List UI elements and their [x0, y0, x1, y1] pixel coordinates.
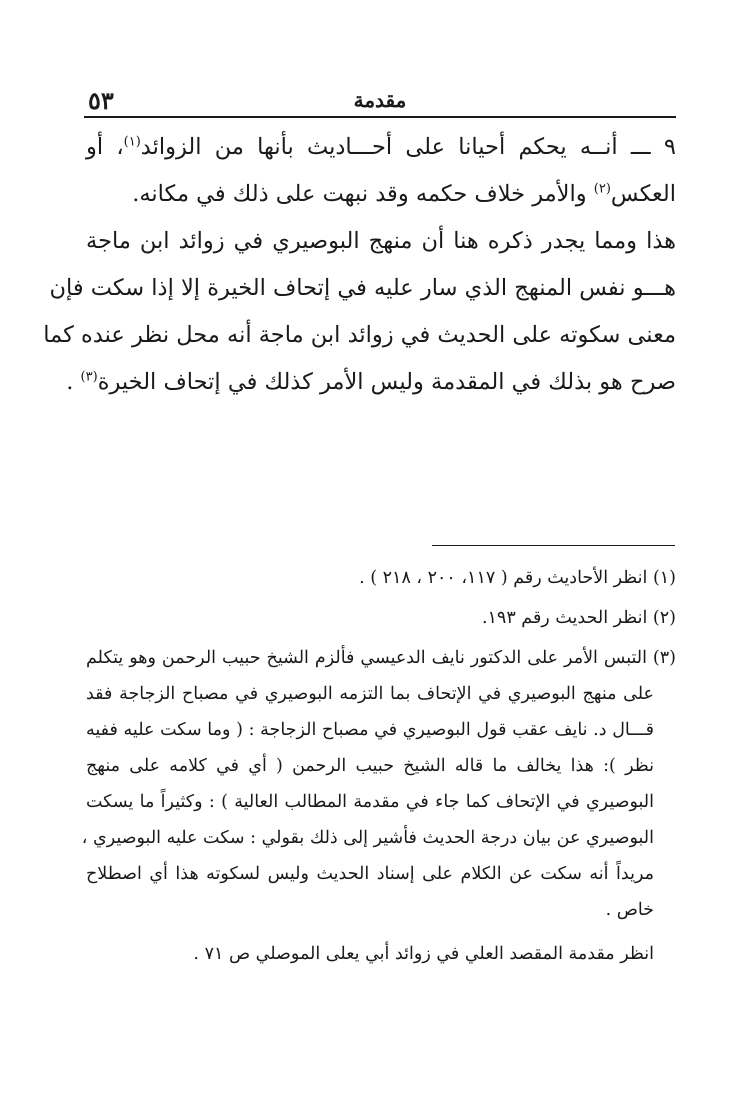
footnote-line: خاص .: [605, 900, 654, 920]
main-text: [43, 124, 676, 406]
footnote-line: (٣) التبس الأمر على الدكتور نايف الدعيسي فألزم الشيخ حبيب الرحمن وهو يتكلم: [86, 648, 676, 668]
footnote-line: البوصيري عن بيان درجة الحديث فأشير إلى ذلك بقولي : سكت عليه البوصيري ،: [81, 828, 654, 848]
text-line: [86, 124, 676, 171]
paragraph-method-note: [43, 218, 676, 406]
footnote-1: (١) انظر الأحاديث رقم ( ١١٧، ٢٠٠ ، ٢١٨ ) .: [359, 568, 676, 588]
footnotes: [81, 560, 676, 990]
footnote-line: على منهج البوصيري في الإتحاف بما التزمه البوصيري في مصباح الزجاجة فقد: [86, 684, 654, 704]
text-segment: ٩ ـــ أنــه يحكم أحيانا على أحـــاديث بأنها من الزوائد: [140, 134, 676, 160]
text-line: معنى سكوته على الحديث في زوائد ابن ماجة أنه محل نظر عنده كما: [43, 322, 676, 348]
footnote-divider: [432, 545, 675, 546]
paragraph-point-9: [86, 124, 676, 218]
text-segment: .: [66, 369, 81, 395]
footnote-line: قـــال د. نايف عقب قول البوصيري في مصباح الزجاجة : ( وما سكت عليه ففيه: [86, 720, 654, 740]
text-segment: صرح هو بذلك في المقدمة وليس الأمر كذلك في إتحاف الخيرة: [97, 369, 676, 395]
running-title: مقدمة: [353, 88, 407, 112]
footnote-2: (٢) انظر الحديث رقم ١٩٣.: [481, 608, 676, 628]
page-header: [84, 84, 676, 118]
footnote-reference: انظر مقدمة المقصد العلي في زوائد أبي يعلى الموصلي ص ٧١ .: [193, 944, 654, 964]
footnote-ref-1: (١): [123, 134, 141, 150]
footnote-line: نظر ): هذا يخالف ما قاله الشيخ حبيب الرحمن ( أي في كلامه على منهج: [86, 756, 654, 776]
footnote-3: [81, 640, 676, 928]
footnote-ref-3: (٣): [80, 369, 98, 385]
footnote-line: البوصيري في الإتحاف كما جاء في مقدمة المطالب العالية ) : وكثيراً ما يسكت: [86, 792, 654, 812]
text-segment: والأمر خلاف حكمه وقد نبهت على ذلك في مكانه.: [132, 181, 594, 207]
text-line: [86, 171, 676, 218]
text-line: [66, 359, 676, 406]
text-line: هـــو نفس المنهج الذي سار عليه في إتحاف الخيرة إلا إذا سكت فإن: [49, 275, 676, 301]
footnote-ref-2: (٢): [593, 181, 611, 197]
text-segment: ، أو: [86, 134, 124, 160]
page-number: ٥٣: [88, 86, 114, 115]
text-line: هذا ومما يجدر ذكره هنا أن منهج البوصيري في زوائد ابن ماجة: [86, 228, 676, 254]
footnote-line: مريداً أنه سكت عن الكلام على إسناد الحديث وليس لسكوته هذا أي اصطلاح: [86, 864, 654, 884]
text-segment: العكس: [610, 181, 676, 207]
